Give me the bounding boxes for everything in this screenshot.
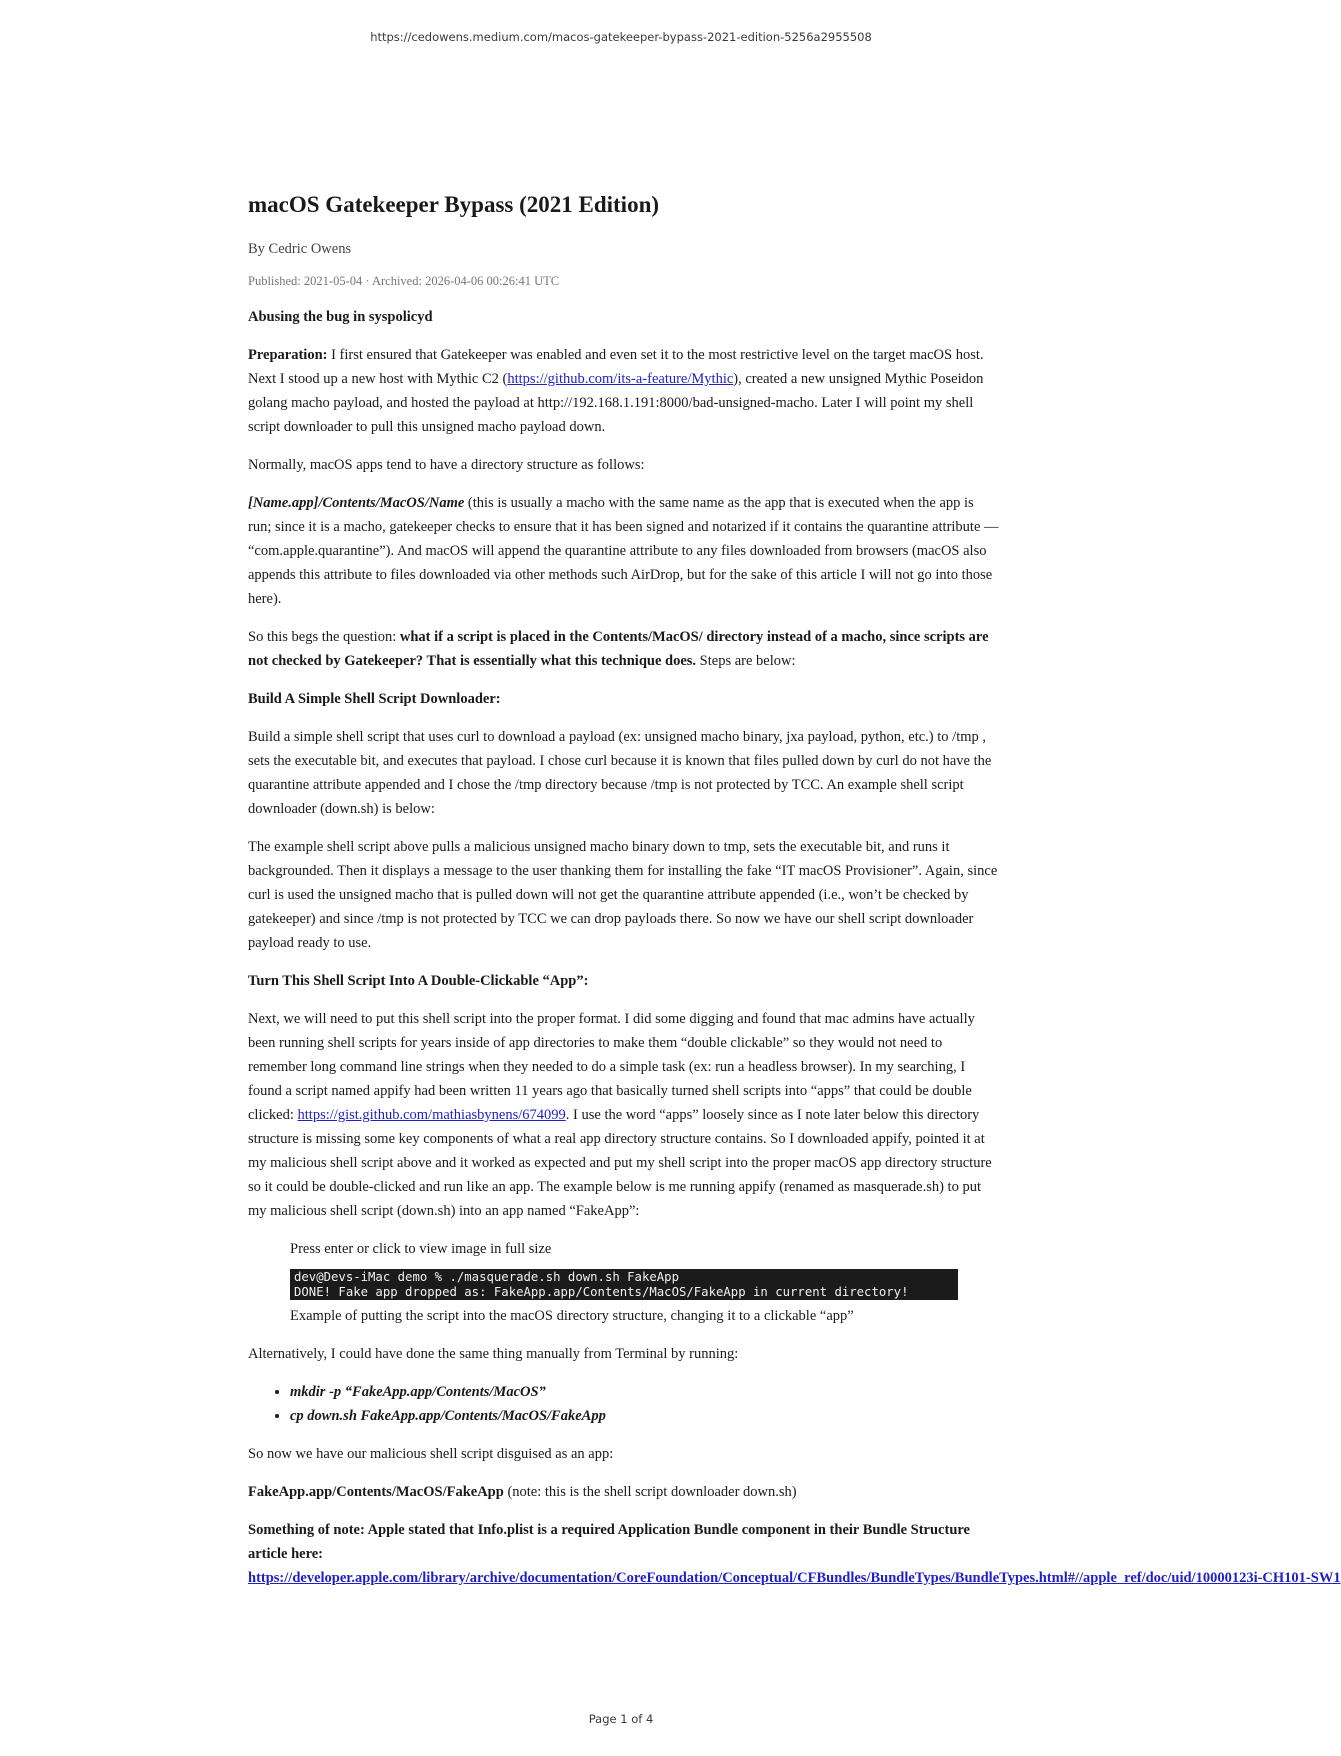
- figure-caption: Example of putting the script into the macOS directory structure, changing it to a clickable “app”: [290, 1308, 854, 1324]
- paragraph-so-now: So now we have our malicious shell script disguised as an app:: [248, 1446, 614, 1462]
- terminal-figure: [290, 1237, 1000, 1328]
- author-byline: By Cedric Owens: [248, 241, 352, 257]
- paragraph-fakeapp-path: FakeApp.app/Contents/MacOS/FakeApp (note: this is the shell script downloader down.sh): [248, 1484, 797, 1500]
- preparation-label: Preparation:: [248, 347, 328, 363]
- article: [248, 192, 1341, 1604]
- section-heading-double-clickable: Turn This Shell Script Into A Double-Clickable “App”:: [248, 973, 589, 989]
- paragraph-appify: Next, we will need to put this shell script into the proper format. I did some digging and found that mac admins have actually been running shell scripts for years inside of app directories to make them “double clickable” so they would not need to remember long command line strings when they needed to do a simple task (ex: run a headless browser). In my searching, I found a script named appify had been written 11 years ago that basically turned shell scripts into “apps” that could be double clicked: https://gist.github.com/mathiasbynens/674099. I use the word “apps” loosely since as I note later below this directory structure is missing some key components of what a real app directory structure contains. So I downloaded appify, pointed it at my malicious shell script above and it worked as expected and put my shell script into the proper macOS app directory structure so it could be double-clicked and run like an app. The example below is me running appify (renamed as masquerade.sh) to put my malicious shell script (down.sh) into an app named “FakeApp”:: [248, 1011, 992, 1219]
- app-path: [Name.app]/Contents/MacOS/Name: [248, 495, 465, 511]
- command-list: [248, 1380, 1000, 1428]
- terminal-screenshot[interactable]: [290, 1269, 958, 1300]
- source-url: https://cedowens.medium.com/macos-gatekeeper-bypass-2021-edition-5256a2955508: [370, 30, 872, 44]
- paragraph-question: So this begs the question: what if a script is placed in the Contents/MacOS/ directory instead of a macho, since scripts are not checked by Gatekeeper? That is essentially what this technique does. Steps are below:: [248, 629, 989, 669]
- terminal-line: DONE! Fake app dropped as: FakeApp.app/Contents/MacOS/FakeApp in current directory!: [294, 1285, 909, 1299]
- article-title: macOS Gatekeeper Bypass (2021 Edition): [248, 192, 660, 217]
- paragraph-normally: Normally, macOS apps tend to have a directory structure as follows:: [248, 457, 645, 473]
- section-heading-syspolicyd: Abusing the bug in syspolicyd: [248, 309, 433, 325]
- paragraph-preparation: Preparation: I first ensured that Gatekeeper was enabled and even set it to the most restrictive level on the target macOS host. Next I stood up a new host with Mythic C2 (https://github.com/its-a-feature/Mythic), created a new unsigned Mythic Poseidon golang macho payload, and hosted the payload at http://192.168.1.191:8000/bad-unsigned-macho. Later I will point my shell script downloader to pull this unsigned macho payload down.: [248, 347, 984, 435]
- mythic-link[interactable]: https://github.com/its-a-feature/Mythic: [507, 371, 734, 387]
- appify-gist-link[interactable]: https://gist.github.com/mathiasbynens/674099: [297, 1107, 566, 1123]
- paragraph-app-structure: [Name.app]/Contents/MacOS/Name (this is usually a macho with the same name as the app that is executed when the app is run; since it is a macho, gatekeeper checks to ensure that it has been signed and notarized if it contains the quarantine attribute — “com.apple.quarantine”). And macOS will append the quarantine attribute to any files downloaded from browsers (macOS also appends this attribute to files downloaded via other methods such AirDrop, but for the sake of this article I will not go into those here).: [248, 495, 999, 607]
- paragraph-infoplist-note: Something of note: Apple stated that Info.plist is a required Application Bundle component in their Bundle Structure article here: https://developer.apple.com/library/archive/documentation/CoreFoundation/Conceptual/CFBundles/BundleTypes/BundleTypes.html#//apple_ref/doc/uid/10000123i-CH101-SW1: [248, 1518, 1000, 1590]
- publish-meta: Published: 2021-05-04 · Archived: 2026-04-06 00:26:41 UTC: [248, 274, 560, 288]
- view-full-size-note[interactable]: Press enter or click to view image in full size: [290, 1241, 552, 1257]
- terminal-line: dev@Devs-iMac demo % ./masquerade.sh down.sh FakeApp: [294, 1270, 679, 1284]
- apple-bundle-link[interactable]: https://developer.apple.com/library/archive/documentation/CoreFoundation/Conceptual/CFBundles/BundleTypes/BundleTypes.html#//apple_ref/doc/uid/10000123i-CH101-SW1: [248, 1570, 1341, 1586]
- paragraph-build: Build a simple shell script that uses curl to download a payload (ex: unsigned macho binary, jxa payload, python, etc.) to /tmp , sets the executable bit, and executes that payload. I chose curl because it is known that files pulled down by curl do not have the quarantine attribute appended and I chose the /tmp directory because /tmp is not protected by TCC. An example shell script downloader (down.sh) is below:: [248, 729, 992, 817]
- command-item: • mkdir -p “FakeApp.app/Contents/MacOS”: [290, 1380, 1000, 1404]
- command-item: • cp down.sh FakeApp.app/Contents/MacOS/FakeApp: [290, 1404, 1000, 1428]
- paragraph-alternatively: Alternatively, I could have done the same thing manually from Terminal by running:: [248, 1346, 739, 1362]
- section-heading-downloader: Build A Simple Shell Script Downloader:: [248, 691, 501, 707]
- page-number: Page 1 of 4: [588, 1712, 654, 1726]
- paragraph-example: The example shell script above pulls a malicious unsigned macho binary down to tmp, sets the executable bit, and runs it backgrounded. Then it displays a message to the user thanking them for installing the fake “IT macOS Provisioner”. Again, since curl is used the unsigned macho that is pulled down will not get the quarantine attribute appended (i.e., won’t be checked by gatekeeper) and since /tmp is not protected by TCC we can drop payloads there. So now we have our shell script downloader payload ready to use.: [248, 839, 998, 951]
